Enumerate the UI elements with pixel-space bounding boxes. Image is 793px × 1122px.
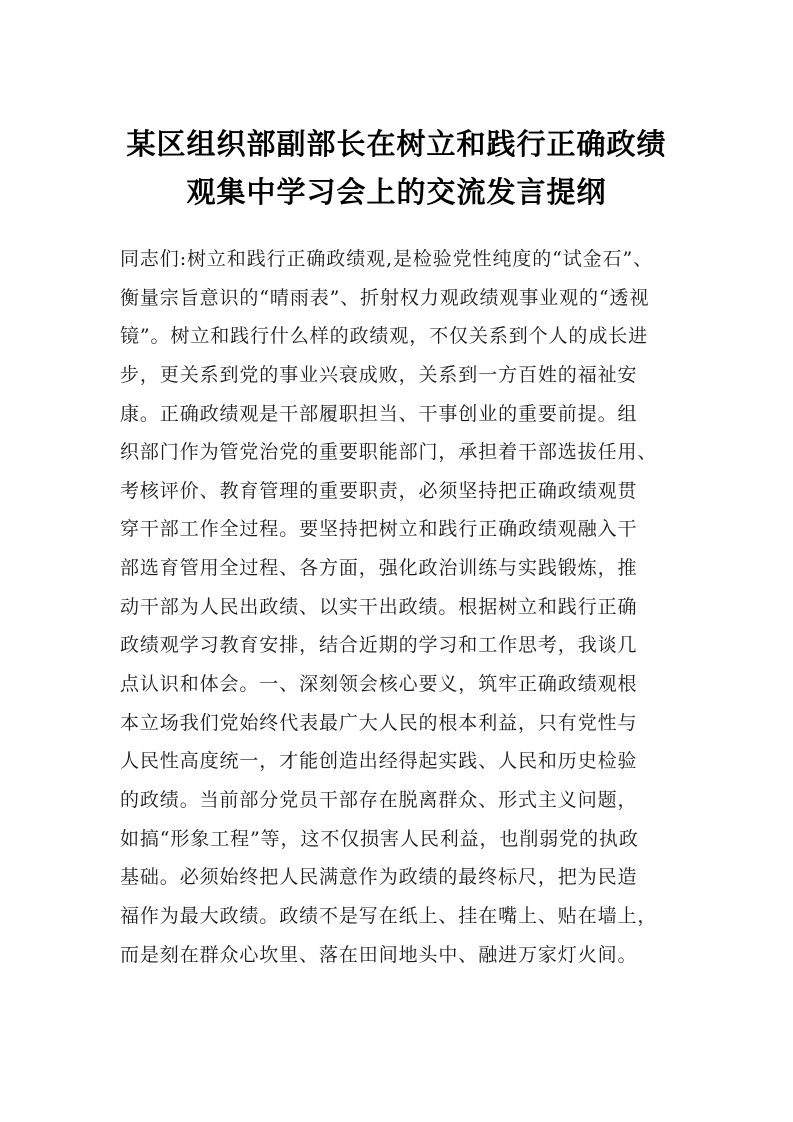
body-line: 基础。必须始终把人民满意作为政绩的最终标尺，把为民造	[120, 866, 638, 889]
body-line: 福作为最大政绩。政绩不是写在纸上、挂在嘴上、贴在墙上，	[120, 904, 658, 927]
body-line: 康。正确政绩观是干部履职担当、干事创业的重要前提。组	[120, 402, 638, 425]
body-line: 动干部为人民出政绩、以实干出政绩。根据树立和践行正确	[120, 595, 638, 618]
body-line: 同志们:树立和践行正确政绩观,是检验党性纯度的“试金石”、	[120, 248, 653, 270]
body-line: 穿干部工作全过程。要坚持把树立和践行正确政绩观融入干	[120, 518, 638, 541]
body-line: 衡量宗旨意识的“晴雨表”、折射权力观政绩观事业观的“透视	[120, 286, 650, 309]
body-line: 部选育管用全过程、各方面，强化政治训练与实践锻炼，推	[120, 557, 638, 580]
body-line: 本立场我们党始终代表最广大人民的根本利益，只有党性与	[120, 711, 638, 734]
document-body	[120, 240, 680, 974]
body-line: 步，更关系到党的事业兴衰成败，关系到一方百姓的福祉安	[120, 363, 638, 386]
body-line: 政绩观学习教育安排，结合近期的学习和工作思考，我谈几	[120, 634, 638, 657]
document-title-line-2: 观集中学习会上的交流发言提纲	[186, 175, 607, 209]
body-line: 人民性高度统一，才能创造出经得起实践、人民和历史检验	[120, 750, 638, 773]
body-line: 点认识和体会。一、深刻领会核心要义，筑牢正确政绩观根	[120, 673, 638, 696]
body-line: 考核评价、教育管理的重要职责，必须坚持把正确政绩观贯	[120, 479, 638, 502]
body-line: 如搞“形象工程”等，这不仅损害人民利益，也削弱党的执政	[120, 827, 639, 850]
body-line: 而是刻在群众心坎里、落在田间地头中、融进万家灯火间。	[120, 943, 638, 966]
body-line: 的政绩。当前部分党员干部存在脱离群众、形式主义问题，	[120, 788, 638, 811]
body-line: 织部门作为管党治党的重要职能部门，承担着干部选拔任用、	[120, 441, 658, 464]
document-title-line-1: 某区组织部副部长在树立和践行正确政绩	[126, 127, 667, 161]
body-line: 镜”。树立和践行什么样的政绩观，不仅关系到个人的成长进	[120, 325, 649, 348]
